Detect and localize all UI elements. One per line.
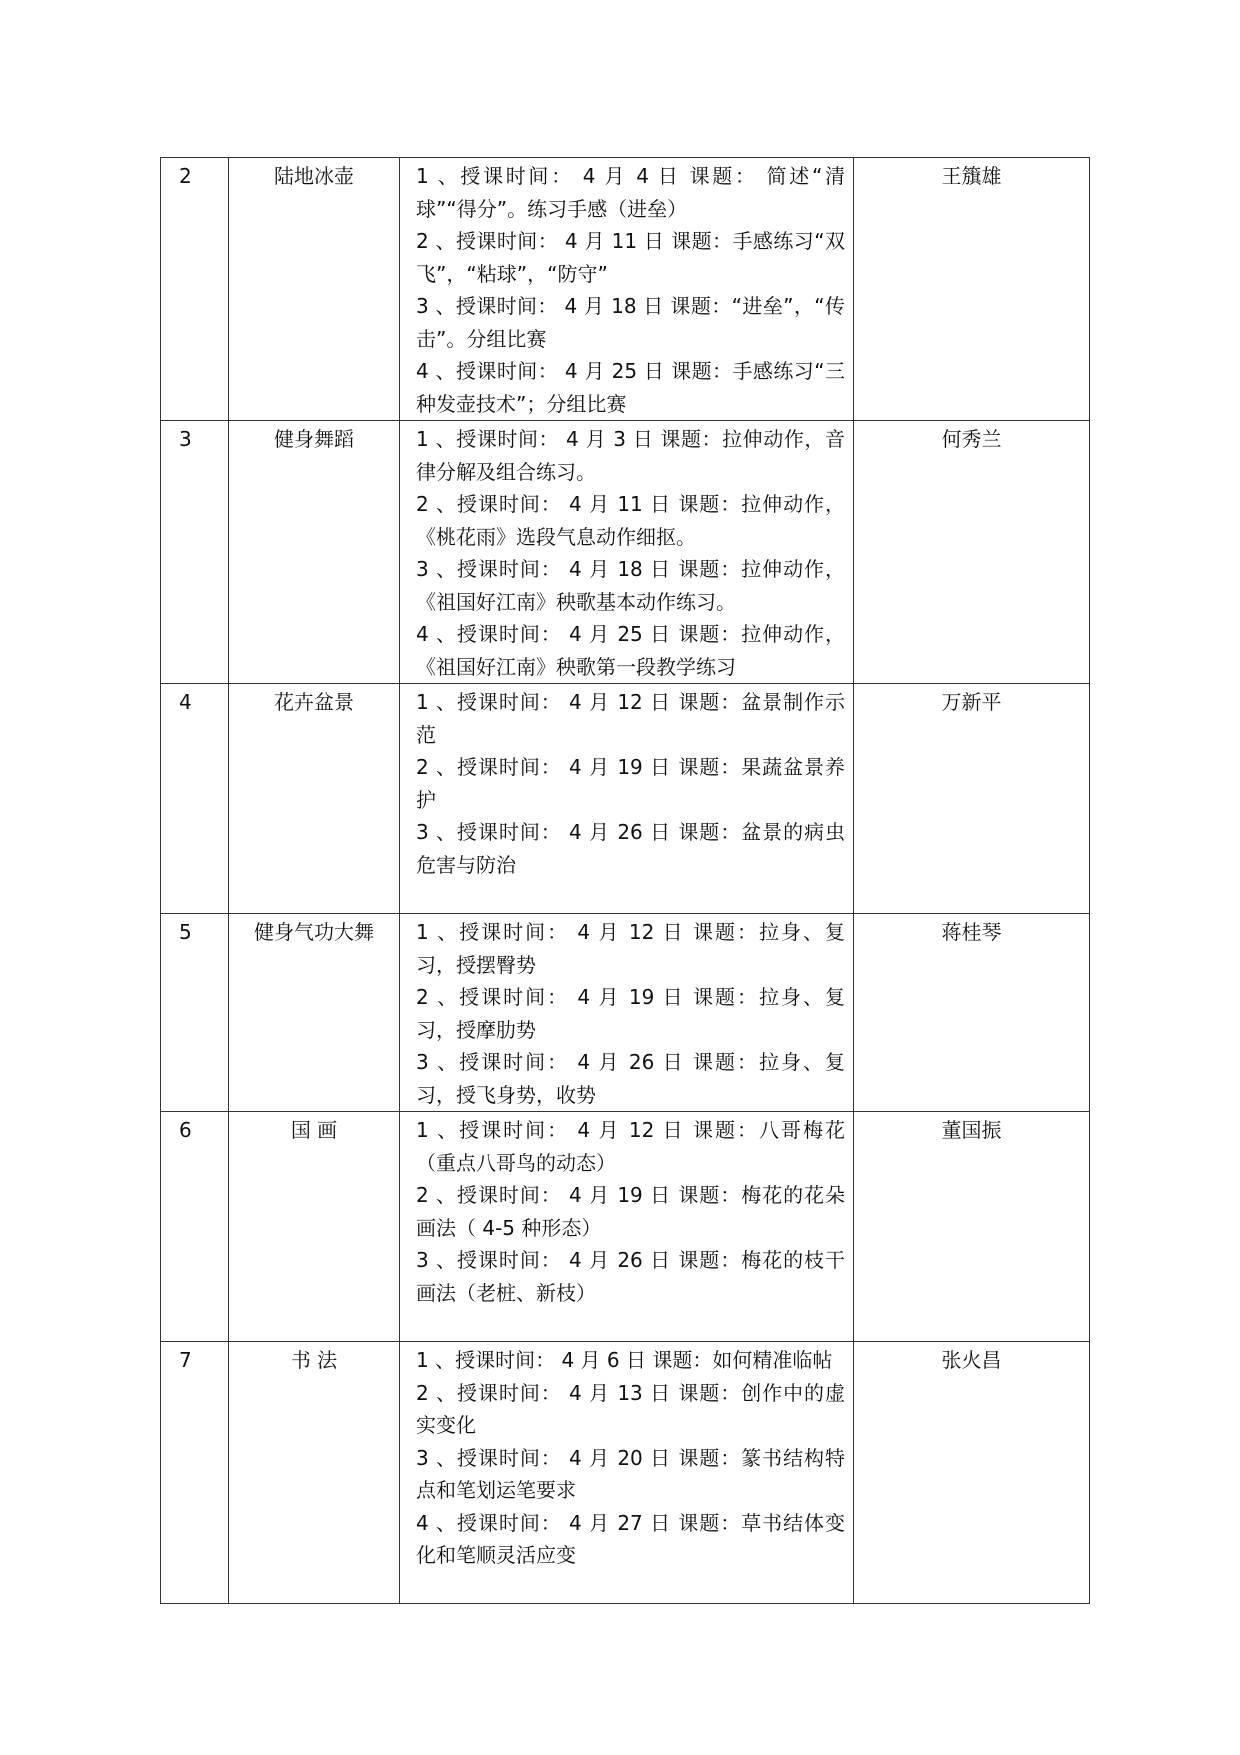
teacher-name: 何秀兰 bbox=[854, 421, 1090, 684]
course-name: 健身气功大舞 bbox=[229, 914, 400, 1112]
teacher-name: 王籏雄 bbox=[854, 158, 1090, 421]
table-row bbox=[161, 1112, 1090, 1342]
lesson-list bbox=[400, 914, 854, 1112]
lesson-item: 3 、授课时间： 4 月 26 日 课题：盆景的病虫危害与防治 bbox=[416, 820, 845, 877]
lesson-item: 2 、授课时间： 4 月 19 日 课题：果蔬盆景养护 bbox=[416, 755, 845, 812]
table-row bbox=[161, 421, 1090, 684]
row-number: 2 bbox=[161, 158, 229, 421]
lesson-item: 3 、授课时间： 4 月 26 日 课题：拉身、复习，授飞身势，收势 bbox=[416, 1050, 845, 1107]
course-name: 国 画 bbox=[229, 1112, 400, 1342]
lesson-list bbox=[400, 684, 854, 914]
lesson-item: 2 、授课时间： 4 月 13 日 课题：创作中的虚实变化 bbox=[416, 1380, 845, 1437]
lesson-item: 1 、授课时间： 4 月 12 日 课题：拉身、复习，授摆臀势 bbox=[416, 920, 845, 977]
lesson-item: 3 、授课时间： 4 月 20 日 课题：篆书结构特点和笔划运笔要求 bbox=[416, 1445, 845, 1502]
row-number: 3 bbox=[161, 421, 229, 684]
course-name: 书 法 bbox=[229, 1342, 400, 1604]
teacher-name: 万新平 bbox=[854, 684, 1090, 914]
teacher-name: 张火昌 bbox=[854, 1342, 1090, 1604]
lesson-list bbox=[400, 158, 854, 421]
lesson-item: 1 、授课时间： 4 月 12 日 课题：八哥梅花（重点八哥鸟的动态） bbox=[416, 1118, 845, 1175]
lesson-item: 4 、授课时间： 4 月 25 日 课题：拉伸动作，《祖国好江南》秧歌第一段教学练习 bbox=[416, 622, 845, 679]
lesson-list bbox=[400, 1112, 854, 1342]
lesson-item: 2 、授课时间： 4 月 11 日 课题：拉伸动作，《桃花雨》选段气息动作细抠。 bbox=[416, 492, 845, 549]
row-number: 7 bbox=[161, 1342, 229, 1604]
lesson-item: 3 、授课时间： 4 月 18 日 课题：“进垒”，“传击”。分组比赛 bbox=[416, 294, 845, 351]
lesson-list bbox=[400, 1342, 854, 1604]
lesson-item: 3 、授课时间： 4 月 26 日 课题：梅花的枝干画法（老桩、新枝） bbox=[416, 1248, 845, 1305]
lesson-item: 2 、授课时间： 4 月 19 日 课题：梅花的花朵画法（ 4-5 种形态） bbox=[416, 1183, 845, 1240]
table-row bbox=[161, 914, 1090, 1112]
lesson-item: 1 、授课时间： 4 月 4 日 课题： 简述“清球”“得分”。练习手感（进垒） bbox=[416, 164, 845, 221]
row-number: 4 bbox=[161, 684, 229, 914]
course-name: 健身舞蹈 bbox=[229, 421, 400, 684]
row-number: 5 bbox=[161, 914, 229, 1112]
table-row bbox=[161, 684, 1090, 914]
teacher-name: 董国振 bbox=[854, 1112, 1090, 1342]
course-schedule-table bbox=[160, 157, 1090, 1604]
row-number: 6 bbox=[161, 1112, 229, 1342]
lesson-item: 4 、授课时间： 4 月 25 日 课题：手感练习“三种发壶技术”；分组比赛 bbox=[416, 359, 845, 416]
lesson-item: 3 、授课时间： 4 月 18 日 课题：拉伸动作，《祖国好江南》秧歌基本动作练习。 bbox=[416, 557, 845, 614]
teacher-name: 蒋桂琴 bbox=[854, 914, 1090, 1112]
table-row bbox=[161, 158, 1090, 421]
course-name: 花卉盆景 bbox=[229, 684, 400, 914]
table-row bbox=[161, 1342, 1090, 1604]
lesson-item: 1 、授课时间： 4 月 6 日 课题：如何精准临帖 bbox=[416, 1348, 833, 1372]
lesson-item: 4 、授课时间： 4 月 27 日 课题：草书结体变化和笔顺灵活应变 bbox=[416, 1510, 845, 1567]
lesson-item: 1 、授课时间： 4 月 12 日 课题：盆景制作示范 bbox=[416, 690, 845, 747]
lesson-item: 1 、授课时间： 4 月 3 日 课题：拉伸动作，音律分解及组合练习。 bbox=[416, 427, 845, 484]
course-name: 陆地冰壶 bbox=[229, 158, 400, 421]
lesson-item: 2 、授课时间： 4 月 19 日 课题：拉身、复习，授摩肋势 bbox=[416, 985, 845, 1042]
lesson-list bbox=[400, 421, 854, 684]
lesson-item: 2 、授课时间： 4 月 11 日 课题：手感练习“双飞”，“粘球”，“防守” bbox=[416, 229, 845, 286]
